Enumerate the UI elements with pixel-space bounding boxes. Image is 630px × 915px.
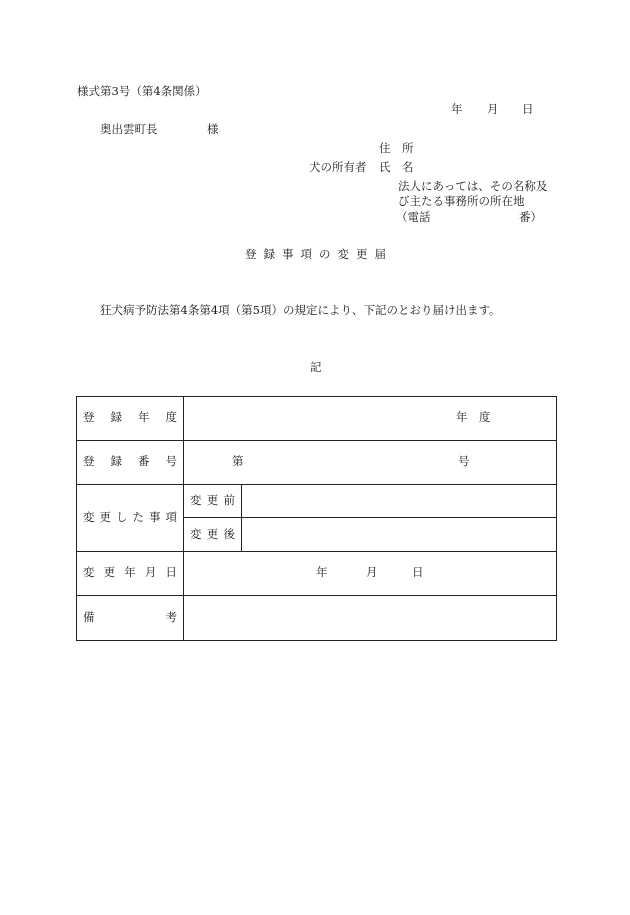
- body-text: 狂犬病予防法第4条第4項（第5項）の規定により、下記のとおり届け出ます。: [100, 303, 501, 317]
- reg-no-label-c1: 登: [83, 454, 95, 468]
- reg-year-label-c1: 登: [83, 410, 95, 424]
- reg-year-label-c2: 録: [110, 410, 122, 424]
- change-date-day: 日: [412, 565, 424, 579]
- reg-no-suffix: 号: [458, 454, 470, 468]
- address-label: 住 所: [379, 141, 414, 155]
- before-value-field[interactable]: [242, 485, 556, 517]
- date-day: 日: [522, 102, 534, 116]
- change-date-label-c1: 変: [83, 565, 95, 579]
- reg-no-prefix: 第: [232, 454, 244, 468]
- row-divider: [76, 551, 557, 552]
- change-date-month: 月: [366, 565, 378, 579]
- change-date-year: 年: [316, 565, 328, 579]
- remarks-label: [83, 612, 177, 624]
- before-label-c2: 更: [206, 493, 219, 507]
- changed-label-c1: 変: [83, 510, 95, 524]
- row-divider: [76, 595, 557, 596]
- name-label: 氏 名: [379, 160, 414, 174]
- phone-close: 番）: [519, 210, 542, 224]
- change-date-label-c3: 年: [124, 565, 136, 579]
- owner-label: 犬の所有者: [309, 160, 367, 174]
- form-number: 様式第3号（第4条関係）: [77, 84, 207, 98]
- change-date-label-c5: 日: [165, 565, 177, 579]
- reg-year-label: [83, 412, 177, 424]
- phone-open: （電話: [396, 210, 431, 224]
- change-date-label: [83, 567, 177, 579]
- changed-label: [83, 512, 177, 524]
- addressee-name: 奥出雲町長: [100, 122, 158, 136]
- changed-label-c6: 項: [165, 510, 177, 524]
- after-label-c2: 更: [206, 527, 219, 541]
- before-label: [190, 495, 235, 507]
- before-label-c3: 前: [223, 493, 235, 507]
- date-month: 月: [487, 102, 499, 116]
- after-label-c3: 後: [223, 527, 235, 541]
- reg-no-label-c3: 番: [138, 454, 150, 468]
- reg-year-suffix: 年 度: [456, 410, 491, 424]
- date-year: 年: [451, 102, 463, 116]
- label-column-divider: [183, 396, 184, 641]
- reg-year-label-c4: 度: [165, 410, 177, 424]
- reg-no-label-c2: 録: [110, 454, 122, 468]
- changed-label-c3: し: [116, 510, 128, 524]
- change-date-label-c2: 更: [103, 565, 116, 579]
- after-label: [190, 529, 235, 541]
- change-date-label-c4: 月: [144, 565, 157, 579]
- reg-no-label-c4: 号: [165, 454, 177, 468]
- changed-label-c2: 更: [99, 510, 111, 524]
- corporate-note-line2: び主たる事務所の所在地: [398, 194, 525, 208]
- row-divider: [76, 440, 557, 441]
- addressee-honorific: 様: [207, 122, 219, 136]
- changed-label-c4: た: [132, 510, 144, 524]
- reg-year-label-c3: 年: [138, 410, 150, 424]
- after-label-c1: 変: [190, 527, 202, 541]
- corporate-note-line1: 法人にあっては、その名称及: [398, 179, 548, 193]
- after-value-field[interactable]: [242, 518, 556, 551]
- remarks-label-c2: 考: [165, 610, 177, 624]
- ki-mark: 記: [310, 360, 322, 374]
- document-title: 登録事項の変更届: [245, 247, 393, 261]
- reg-no-label: [83, 456, 177, 468]
- before-label-c1: 変: [190, 493, 202, 507]
- changed-label-c5: 事: [149, 510, 161, 524]
- remarks-label-c1: 備: [83, 610, 95, 624]
